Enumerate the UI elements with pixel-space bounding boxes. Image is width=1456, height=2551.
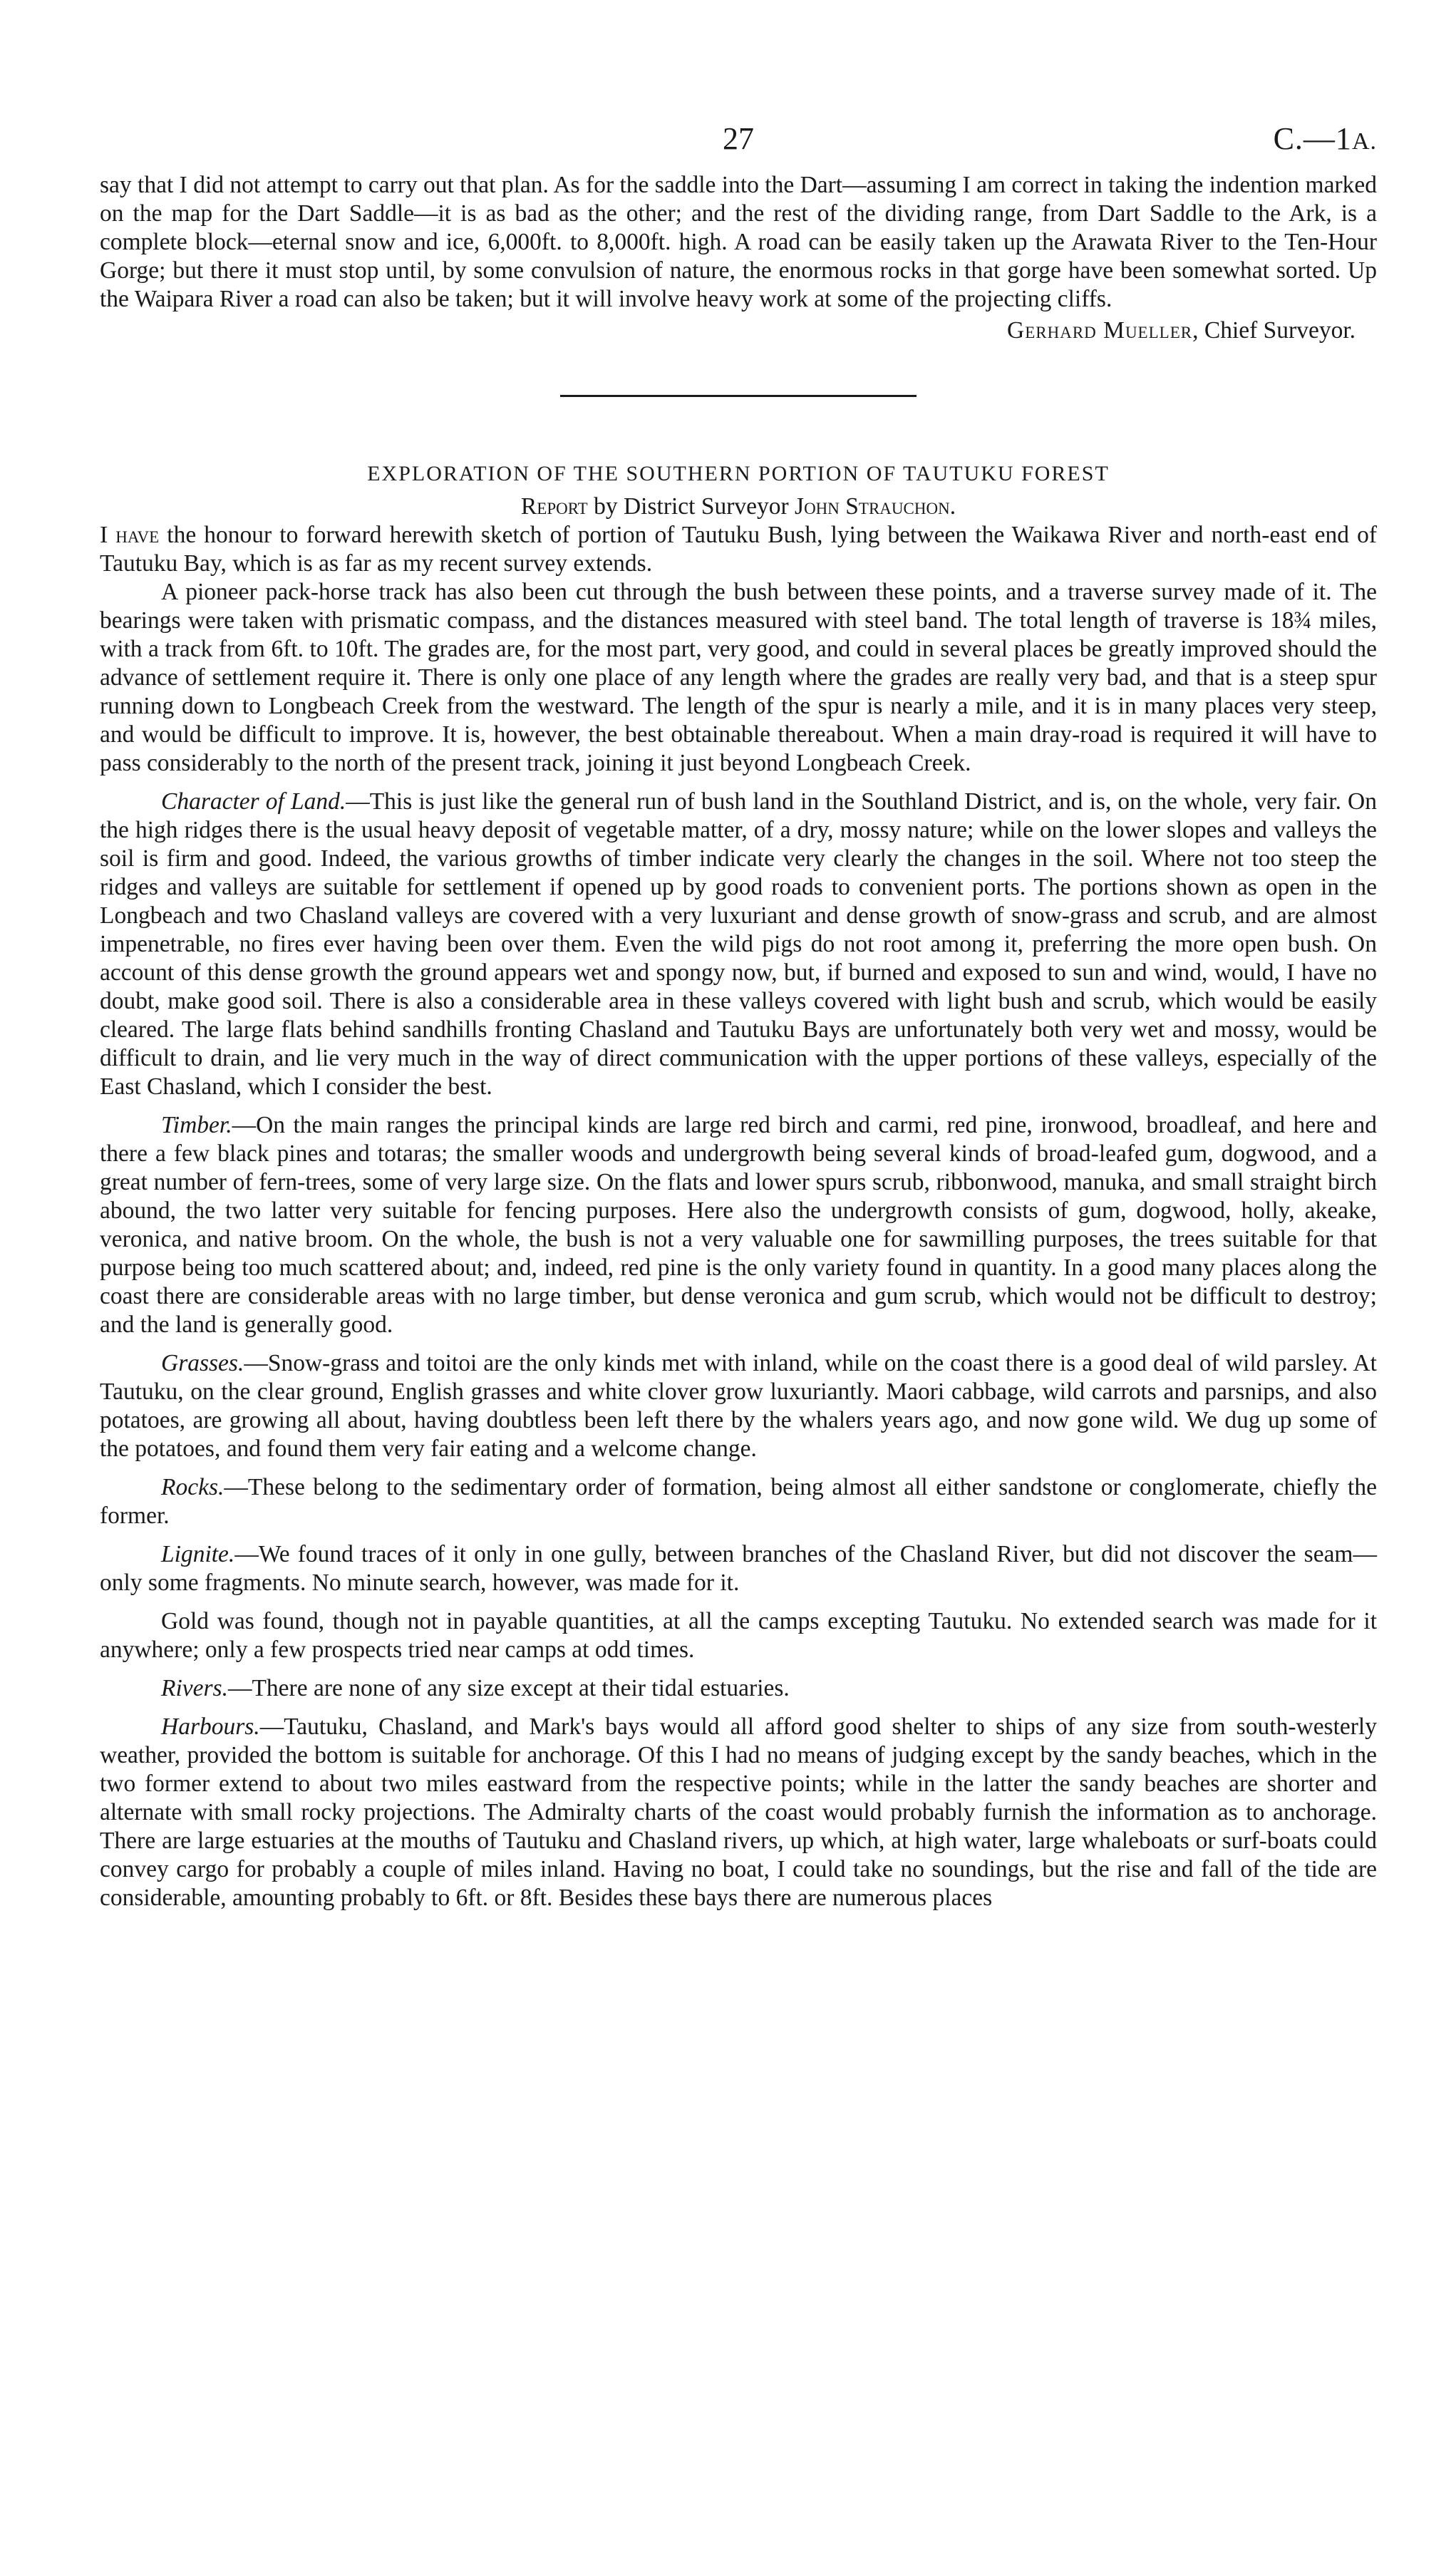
- paragraph-gold: [100, 1607, 1377, 1664]
- paragraph-text: Gold was found, though not in payable quantities, at all the camps excepting Tautuku. No extended search was made for it anywhere; only a few prospects tried near camps at odd times.: [100, 1608, 1377, 1663]
- paragraph-text: —On the main ranges the principal kinds are large red birch and carmi, red pine, ironwood, broadleaf, and here and there a few black pines and totaras; the smaller woods and undergrowth being several kinds of broad-leafed gum, dogwood, and a great number of fern-trees, some of very large size. On the flats and lower spurs scrub, ribbonwood, manuka, and small straight birch abound, the two latter very suitable for fencing purposes. Here also the undergrowth consists of gum, dogwood, holly, akeake, veronica, and native broom. On the whole, the bush is not a very valuable one for sawmilling purposes, the trees suitable for that purpose being too much scattered about; and, indeed, red pine is the only variety found in quantity. In a good many places along the coast there are considerable areas with no large timber, but dense veronica and gum scrub, which would not be difficult to destroy; and the land is generally good.: [100, 1112, 1377, 1338]
- intro-text: the honour to forward herewith sketch of portion of Tautuku Bush, lying between the Waikawa River and north-east end of Tautuku Bay, which is as far as my recent survey extends.: [100, 522, 1377, 577]
- paragraph-label: Character of Land.: [161, 788, 346, 815]
- paragraph-label: Lignite.: [161, 1541, 235, 1567]
- paragraph-lignite: [100, 1540, 1377, 1597]
- opening-paragraph: say that I did not attempt to carry out that plan. As for the saddle into the Dart—assuming I am correct in taking the indention marked on the map for the Dart Saddle—it is as bad as the other; and the rest of the dividing range, from Dart Saddle to the Ark, is a complete block—eternal snow and ice, 6,000ft. to 8,000ft. high. A road can be easily taken up the Arawata River to the Ten-Hour Gorge; but there it must stop until, by some convulsion of nature, the enormous rocks in that gorge have been somewhat sorted. Up the Waipara River a road can also be taken; but it will involve heavy work at some of the projecting cliffs.: [100, 172, 1377, 312]
- page-header: [100, 121, 1377, 171]
- paragraph-text: —We found traces of it only in one gully, between branches of the Chasland River, but did not discover the seam—only some fragments. No minute search, however, was made for it.: [100, 1541, 1377, 1596]
- document-page: [100, 121, 1377, 1912]
- paragraph-text: —Tautuku, Chasland, and Mark's bays would all afford good shelter to ships of any size from south-westerly weather, provided the bottom is suitable for anchorage. Of this I had no means of judging except by the sandy beaches, which in the two former extend to about two miles eastward from the respective points; while in the latter the sandy beaches are shorter and alternate with small rocky projections. The Admiralty charts of the coast would probably furnish the information as to anchorage. There are large estuaries at the mouths of Tautuku and Chasland rivers, up which, at high water, large whaleboats or surf-boats could convey cargo for probably a couple of miles inland. Having no boat, I could take no soundings, but the rise and fall of the tide are considerable, amounting probably to 6ft. or 8ft. Besides these bays there are numerous places: [100, 1713, 1377, 1911]
- paragraph-rivers: [100, 1674, 1377, 1703]
- signature: [100, 316, 1377, 345]
- reference-main: C.—1: [1273, 121, 1352, 156]
- reference-suffix: A.: [1351, 128, 1377, 155]
- paragraph-rocks: [100, 1473, 1377, 1530]
- paragraph-text: —These belong to the sedimentary order of formation, being almost all either sandstone or conglomerate, chiefly the former.: [100, 1474, 1377, 1529]
- paragraph-label: Timber.: [161, 1112, 232, 1138]
- paragraph-timber: [100, 1111, 1377, 1339]
- paragraph-text: —This is just like the general run of bush land in the Southland District, and is, on the whole, very fair. On the high ridges there is the usual heavy deposit of vegetable matter, of a dry, mossy nature; while on the lower slopes and valleys the soil is firm and good. Indeed, the various growths of timber indicate very clearly the changes in the soil. Where not too steep the ridges and valleys are suitable for settlement if opened up by good roads to convenient ports. The portions shown as open in the Longbeach and two Chasland valleys are covered with a very luxuriant and dense growth of snow-grass and scrub, and are almost impenetrable, no fires ever having been over them. Even the wild pigs do not root among it, preferring the more open bush. On account of this dense growth the ground appears wet and spongy now, but, if burned and exposed to sun and wind, would, I have no doubt, make good soil. There is also a considerable area in these valleys covered with light bush and scrub, which would be easily cleared. The large flats behind sandhills fronting Chasland and Tautuku Bays are unfortunately both very wet and mossy, would be difficult to drain, and lie very much in the way of direct communication with the upper portions of these valleys, especially of the East Chasland, which I consider the best.: [100, 788, 1377, 1100]
- report-title: EXPLORATION OF THE SOUTHERN PORTION OF TAUTUKU FOREST: [367, 462, 1110, 485]
- intro-lead: I have: [100, 522, 160, 548]
- document-reference: [1274, 121, 1377, 160]
- report-subtitle-lead: Report: [520, 493, 588, 520]
- report-subtitle: [100, 493, 1377, 521]
- paragraph-label: Rocks.: [161, 1474, 224, 1500]
- paragraph-text: A pioneer pack-horse track has also been cut through the bush between these points, and a traverse survey made of it. The bearings were taken with prismatic compass, and the distances measured with steel band. The total length of traverse is 18¾ miles, with a track from 6ft. to 10ft. The grades are, for the most part, very good, and could in several places be greatly improved should the advance of settlement require it. There is only one place of any length where the grades are really very bad, and that is a steep spur running down to Longbeach Creek from the westward. The length of the spur is nearly a mile, and it is in many places very steep, and would be difficult to improve. It is, however, the best obtainable thereabout. When a main dray-road is required it will have to pass considerably to the north of the present track, joining it just beyond Longbeach Creek.: [100, 579, 1377, 776]
- paragraph-grasses: [100, 1349, 1377, 1463]
- paragraph-label: Grasses.: [161, 1350, 244, 1376]
- signature-name: Gerhard Mueller: [1007, 317, 1193, 344]
- paragraph-label: Rivers.: [161, 1675, 228, 1701]
- paragraph-text: —Snow-grass and toitoi are the only kinds met with inland, while on the coast there is a good deal of wild parsley. At Tautuku, on the clear ground, English grasses and white clover grow luxuriantly. Maori cabbage, wild carrots and parsnips, and also potatoes, are growing all about, having doubtless been left there by the whalers years ago, and now gone wild. We dug up some of the potatoes, and found them very fair eating and a welcome change.: [100, 1350, 1377, 1462]
- page-number: 27: [723, 121, 754, 156]
- intro-paragraph: [100, 521, 1377, 578]
- signature-title: , Chief Surveyor.: [1192, 317, 1356, 344]
- paragraph-label: Harbours.: [161, 1713, 260, 1740]
- paragraph-character-of-land: [100, 788, 1377, 1101]
- section-divider: [560, 395, 917, 397]
- paragraph-text: —There are none of any size except at their tidal estuaries.: [227, 1675, 790, 1701]
- report-subtitle-mid: by District Surveyor: [587, 493, 795, 520]
- paragraph-pack-track: [100, 578, 1377, 778]
- report-author: John Strauchon: [795, 493, 950, 520]
- paragraph-harbours: [100, 1713, 1377, 1912]
- report-subtitle-end: .: [949, 493, 956, 520]
